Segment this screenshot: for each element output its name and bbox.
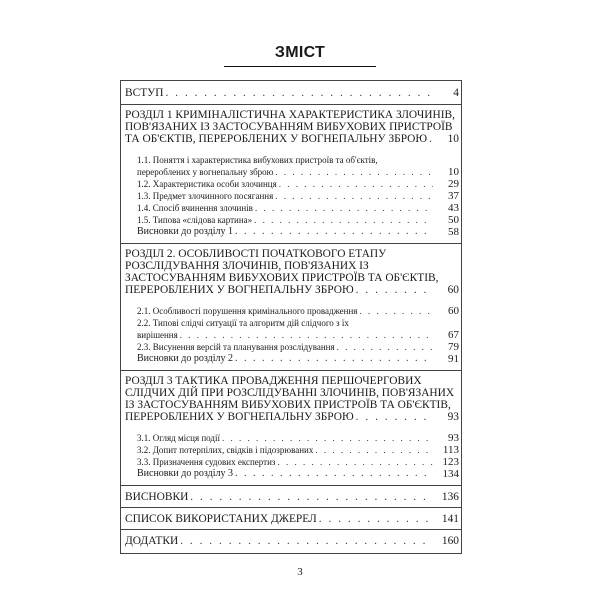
toc-entry-1-3[interactable]: 1.3. Предмет злочинного посягання . . . 37 [137, 190, 461, 202]
toc-entry-1-5[interactable]: 1.5. Типова «слідова картина» . . . 50 [137, 214, 461, 226]
toc-entry-3-3[interactable]: 3.3. Призначення судових експертиз . . . 123 [137, 456, 461, 468]
table-of-contents [120, 80, 462, 554]
toc-page-number: 4 [453, 87, 459, 99]
toc-entry-2-3[interactable]: 2.3. Висунення версій та планування розслідування . . . 79 [137, 341, 461, 353]
chapter-2-title-line[interactable]: РОЗСЛІДУВАННЯ ЗЛОЧИНІВ, ПОВ'ЯЗАНИХ ІЗ [125, 260, 369, 272]
toc-section-appendices [121, 530, 461, 553]
toc-page-number: 141 [441, 513, 459, 525]
toc-page-number: 43 [448, 202, 459, 214]
toc-entry-3-1[interactable]: 3.1. Огляд місця події . . . 93 [137, 432, 461, 444]
chapter-2-title-line[interactable]: РОЗДІЛ 2. ОСОБЛИВОСТІ ПОЧАТКОВОГО ЕТАПУ [125, 248, 387, 260]
chapter-3-title-line[interactable]: ПЕРЕРОБЛЕНИХ У ВОГНЕПАЛЬНУ ЗБРОЮ . . . 93 [125, 411, 461, 423]
toc-page-number: 58 [448, 226, 459, 238]
toc-page-number: 160 [441, 535, 459, 547]
toc-section-chapter-1 [121, 105, 461, 244]
toc-page-number: 93 [447, 411, 459, 423]
toc-page-number: 113 [442, 444, 459, 456]
chapter-1-title-line[interactable]: ТА ОБ'ЄКТІВ, ПЕРЕРОБЛЕНИХ У ВОГНЕПАЛЬНУ ЗБРОЮ . . . 10 [125, 133, 461, 145]
page-title: ЗМІСТ [274, 44, 326, 61]
toc-page-number: 29 [448, 178, 459, 190]
toc-section-chapter-2 [121, 244, 461, 371]
toc-section-references [121, 508, 461, 530]
chapter-2-title-line[interactable]: ПЕРЕРОБЛЕНИХ У ВОГНЕПАЛЬНУ ЗБРОЮ . . . 60 [125, 284, 461, 296]
toc-page-number: 10 [448, 166, 459, 178]
chapter-3-title-line[interactable]: ІЗ ЗАСТОСУВАННЯМ ВИБУХОВИХ ПРИСТРОЇВ ТА ОБ'ЄКТІВ, [125, 399, 451, 411]
toc-page-number: 37 [448, 190, 459, 202]
toc-page-number: 93 [448, 432, 459, 444]
toc-section-intro [121, 81, 461, 105]
chapter-1-title-line[interactable]: РОЗДІЛ 1 КРИМІНАЛІСТИЧНА ХАРАКТЕРИСТИКА ЗЛОЧИНІВ, [125, 109, 455, 121]
toc-section-conclusions [121, 486, 461, 508]
toc-entry-1-4[interactable]: 1.4. Спосіб вчинення злочинів . . . 43 [137, 202, 461, 214]
toc-section-chapter-3 [121, 371, 461, 486]
toc-page-number: 91 [448, 353, 459, 365]
toc-page-number: 123 [442, 456, 459, 468]
title-underline [224, 66, 376, 67]
toc-page-number: 60 [447, 284, 459, 296]
toc-entry-conclusion-3[interactable]: Висновки до розділу 3 . . . 134 [137, 468, 461, 480]
toc-page-number: 134 [442, 468, 459, 480]
toc-page-number: 67 [448, 329, 459, 341]
chapter-3-title-line[interactable]: СЛІДЧИХ ДІЙ ПРИ РОЗСЛІДУВАННІ ЗЛОЧИНІВ, ПОВ'ЯЗАНИХ [125, 387, 455, 399]
toc-entry-references[interactable]: СПИСОК ВИКОРИСТАНИХ ДЖЕРЕЛ . . . 141 [125, 513, 461, 525]
toc-page-number: 50 [448, 214, 459, 226]
toc-entry-conclusion-2[interactable]: Висновки до розділу 2 . . . 91 [137, 353, 461, 365]
page-number: 3 [297, 566, 303, 578]
toc-entry-2-2[interactable]: вирішення . . . 67 [137, 329, 461, 341]
toc-page-number: 10 [447, 133, 459, 145]
toc-page-number: 136 [441, 491, 459, 503]
chapter-1-title-line[interactable]: ПОВ'ЯЗАНИХ ІЗ ЗАСТОСУВАННЯМ ВИБУХОВИХ ПРИСТРОЇВ [125, 121, 453, 133]
toc-entry-1-1[interactable]: 1.1. Поняття і характеристика вибухових пристроїв та об'єктів, [137, 155, 378, 165]
toc-entry-intro[interactable]: ВСТУП . . . 4 [125, 87, 461, 99]
toc-entry-1-2[interactable]: 1.2. Характеристика особи злочинця . . . 29 [137, 178, 461, 190]
chapter-2-title-line[interactable]: ЗАСТОСУВАННЯМ ВИБУХОВИХ ПРИСТРОЇВ ТА ОБ'ЄКТІВ, [125, 272, 439, 284]
toc-page-number: 79 [448, 341, 459, 353]
toc-entry-conclusions[interactable]: ВИСНОВКИ . . . 136 [125, 491, 461, 503]
chapter-3-title-line[interactable]: РОЗДІЛ 3 ТАКТИКА ПРОВАДЖЕННЯ ПЕРШОЧЕРГОВИХ [125, 375, 422, 387]
toc-entry-2-2[interactable]: 2.2. Типові слідчі ситуації та алгоритм дій слідчого з їх [137, 318, 349, 328]
toc-entry-appendices[interactable]: ДОДАТКИ . . . 160 [125, 535, 461, 547]
toc-entry-1-1[interactable]: перероблених у вогнепальну зброю . . . 10 [137, 166, 461, 178]
toc-page-number: 60 [448, 305, 459, 317]
toc-entry-2-1[interactable]: 2.1. Особливості порушення кримінального провадження . . . 60 [137, 305, 461, 317]
toc-entry-3-2[interactable]: 3.2. Допит потерпілих, свідків і підозрюваних . . . 113 [137, 444, 461, 456]
toc-entry-conclusion-1[interactable]: Висновки до розділу 1 . . . 58 [137, 226, 461, 238]
